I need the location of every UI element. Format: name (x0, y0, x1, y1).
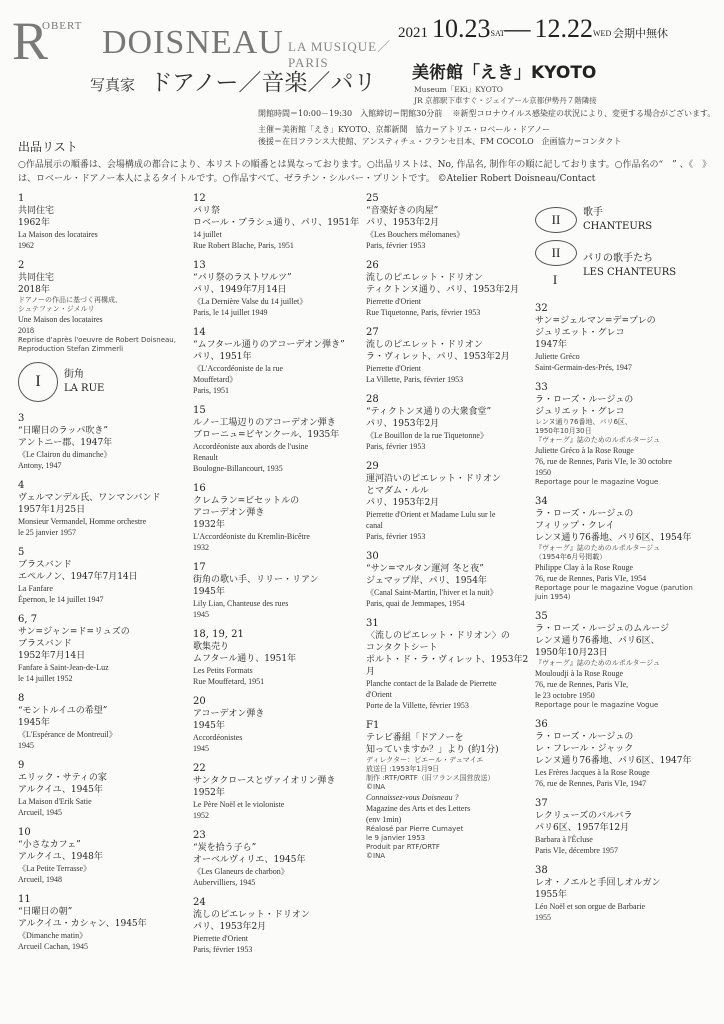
list-item: 29 運河沿いのピエレット・ドリオン とマダム・ルル パリ、1953年2月 Pierrette d'Orient et Madame Lulu sur le canal Paris, février 1953 (366, 461, 501, 541)
list-item: 32 サン=ジェルマン=デ=プレの ジュリエット・グレコ 1947年 Juliette Gréco Saint-Germain-des-Prés, 1947 (535, 303, 656, 372)
logo-initial: R (12, 11, 49, 71)
exhibition-title: 写真家 ドアノー／音楽／パリ (90, 70, 377, 96)
list-item: 14 “ムフタール通りのアコーデオン弾き” パリ、1951年 《L'Accordéoniste de la rue Mouffetard》 Paris, 1951 (193, 327, 345, 395)
logo (12, 11, 412, 71)
list-item: 36 ラ・ローズ・ルージュの レ・フレール・ジャック レンヌ通り76番地、パリ6区、1947年 Les Frères Jacques à la Rose Rouge 76, rue de Rennes, Paris VIe, 1947 (535, 719, 692, 788)
column-3 (366, 192, 534, 869)
list-item: 1 共同住宅 1962年 La Maison des locataires 1962 (18, 193, 98, 250)
venue-name: 美術館「えき」KYOTO (412, 63, 597, 83)
list-item-film: F1 テレビ番組「ドアノーを 知っていますか？」より (約1分) ディレクター：ピエール・デュマイエ 放送日 :1953年1月9日 制作 :RTF/ORTF（旧フランス国営放送） ©INA Connaissez-vous Doisneau ? Magazine des Arts et des Letters (env 1min) Réalosé par Pierre Cumayet le 9 janvier 1953 Produit par RTF/ORTF ©INA (366, 720, 499, 860)
list-item: 8 “モントルイユの希望” 1945年 《L'Espérance de Montreuil》 1945 (18, 693, 117, 750)
list-item: 31 〈流しのピエレット・ドリオン〉の コンタクトシート ポルト・ド・ラ・ヴィレット、1953年2月 Planche contact de la Balade de Pierrette d'Orient Porte de la Villette, février 1953 (366, 618, 529, 710)
list-notice: ○作品展示の順番は、会場構成の都合により、本リストの順番とは異なっております。○出品リストは、No, 作品名, 制作年の順に記しております。○作品名の“ ” 、《 》は、ロベール・ドアノー本人によるタイトルです。○作品すべて、ゼラチン・シルバー・プリントです。 ©Atelier Robert Doisneau/Contact (18, 160, 707, 184)
list-item: 38 レオ・ノエルと手回しオルガン 1955年 Léo Noël et son orgue de Barbarie 1955 (535, 865, 661, 922)
support: 後援＝在日フランス大使館、アンスティチュ・フランセ日本、FM COCOLO 企画協力＝コンタクト (258, 137, 622, 146)
list-item: 13 “パリ祭のラストワルツ” パリ、1949年7月14日 《La Dernière Valse du 14 juillet》 Paris, le 14 juillet 1949 (193, 260, 308, 317)
list-item: 4 ヴェルマンデル氏、ワンマンバンド 1957年1月25日 Monsieur Vermandel, Homme orchestre le 25 janvier 1957 (18, 480, 161, 537)
list-item: 34 ラ・ローズ・ルージュの フィリップ・クレイ レンヌ通り76番地、パリ6区、1954年 『ヴォーグ』誌のためのルポルタージュ （1954年6月号掲載） Philippe Clay à la Rose Rouge 76, rue de Rennes, Paris VIe, 1954 Reportage pour le magazine Vogue (parution juin 1954) (535, 496, 693, 601)
section-chanteurs: II 歌手 CHANTEURS (535, 206, 715, 234)
exhibition-dates: 2021 10.23SAT — 12.22WED 会期中無休 (398, 14, 668, 43)
list-item: 33 ラ・ローズ・ルージュの ジュリエット・グレコ レンヌ通り76番地、パリ6区、 1950年10月30日 『ヴォーグ』誌のためのルポルタージュ Juliette Gréco à la Rose Rouge 76, rue de Rennes, Paris VIe, le 30 octobre 1950 Reportage pour le magazine Vogue (535, 382, 672, 486)
organizers: 主催＝美術館「えき」KYOTO、京都新聞 協力＝アトリエ・ロベール・ドアノー (258, 125, 551, 134)
column-1 (18, 192, 186, 960)
opening-hours: 開館時間＝10:00－19:30 入館締切＝閉館30分前 ※新型コロナウイルス感染症の状況により、変更する場合がございます。 (258, 109, 716, 118)
closed-note: 会期中無休 (613, 27, 668, 40)
list-item: 23 “炭を拾う子ら” オーベルヴィリエ、1945年 《Les Glaneurs de charbon》 Aubervilliers, 1945 (193, 830, 306, 887)
list-item: 35 ラ・ローズ・ルージュのムルージ レンヌ通り76番地、パリ6区、 1950年10月23日 『ヴォーグ』誌のためのルポルタージュ Mouloudji à la Rose Rouge 76, rue de Rennes, Paris VIe, le 23 octobre 1950 Reportage pour le magazine Vogue (535, 611, 670, 709)
section-les-chanteurs: II I パリの歌手たち LES CHANTEURS (535, 240, 715, 292)
list-title: 出品リスト (18, 140, 78, 154)
list-item: 16 クレムラン=ビセットルの アコーデオン弾き 1932年 L'Accordéoniste du Kremlin-Bicêtre 1932 (193, 483, 310, 552)
list-item: 17 街角の歌い手、リリー・リアン 1945年 Lily Lian, Chanteuse des rues 1945 (193, 562, 319, 619)
logo-surname: DOISNEAU (102, 24, 284, 61)
section-la-rue: I 街角 LA RUE (18, 362, 186, 402)
list-item: 15 ルノー工場辺りのアコーデオン弾き ブローニュ=ビヤンクール、1935年 Accordéoniste aux abords de l'usine Renault Boulogne-Billancourt, 1935 (193, 405, 340, 473)
list-item: 28 “ティクトンヌ通りの大衆食堂” パリ、1953年2月 《Le Bouillon de la rue Tiquetonne》 Paris, février 1953 (366, 394, 492, 451)
list-item: 10 “小さなカフェ” アルクイユ、1948年 《La Petite Terrasse》 Arcueil, 1948 (18, 827, 103, 884)
list-item: 12 パリ祭 ロベール・ブラシュ通り、パリ、1951年 14 juillet Rue Robert Blache, Paris, 1951 (193, 193, 360, 250)
column-4 (535, 202, 715, 931)
list-item: 6, 7 サン=ジャン=ド=リュズの ブラスバンド 1952年7月14日 Fanfare à Saint-Jean-de-Luz le 14 juillet 1952 (18, 614, 130, 683)
list-item: 11 “日曜日の朝” アルクイユ・カシャン、1945年 《Dimanche matin》 Arcueil Cachan, 1945 (18, 894, 147, 951)
logo-subtitle: LA MUSIQUE／PARIS (288, 39, 392, 70)
list-item: 2 共同住宅 2018年 ドアノーの作品に基づく再構成、 シュテファン・ジメルリ Une Maison des locataires 2018 Reprise d'après l'oeuvre de Robert Doisneau, Reproduction Stefan Zimmerli (18, 260, 176, 353)
venue-details: Museum「EKi」KYOTO JR 京都駅下車すぐ・ジェイアール京都伊勢丹７階隣接 (414, 85, 597, 105)
list-item: 5 ブラスバンド エペルノン、1947年7月14日 La Fanfare Épernon, le 14 juillet 1947 (18, 547, 138, 604)
list-item: 25 “音楽好きの肉屋” パリ、1953年2月 《Les Bouchers mélomanes》 Paris, février 1953 (366, 193, 465, 250)
list-item: 27 流しのピエレット・ドリオン ラ・ヴィレット、パリ、1953年2月 Pierrette d'Orient La Villette, Paris, février 1953 (366, 327, 510, 384)
list-item: 20 アコーデオン弾き 1945年 Accordéonistes 1945 (193, 696, 265, 753)
logo-firstname: OBERT (42, 20, 83, 32)
list-item: 22 サンタクロースとヴァイオリン弾き 1952年 Le Père Noël et le violoniste 1952 (193, 763, 336, 820)
column-2 (193, 192, 361, 963)
list-item: 30 “サン=マルタン運河 冬と夜” ジェマップ岸、パリ、1954年 《Canal Saint-Martin, l'hiver et la nuit》 Paris, quai de Jemmapes, 1954 (366, 551, 498, 608)
list-item: 18, 19, 21 歌集売り ムフタール通り、1951年 Les Petits Formats Rue Mouffetard, 1951 (193, 629, 297, 686)
list-item: 37 レクリューズのバルバラ パリ6区、1957年12月 Barbara à l'Écluse Paris VIe, décembre 1957 (535, 798, 633, 855)
list-item: 3 “日曜日のラッパ吹き” アントニー郡、1947年 《Le Clairon du dimanche》 Antony, 1947 (18, 413, 113, 470)
list-item: 9 エリック・サティの家 アルクイユ、1945年 La Maison d'Erik Satie Arcueil, 1945 (18, 760, 107, 817)
list-item: 24 流しのピエレット・ドリオン パリ、1953年2月 Pierrette d'Orient Paris, février 1953 (193, 897, 310, 954)
list-item: 26 流しのピエレット・ドリオン ティクトンヌ通り、パリ、1953年2月 Pierrette d'Orient Rue Tiquetonne, Paris, février 1953 (366, 260, 520, 317)
